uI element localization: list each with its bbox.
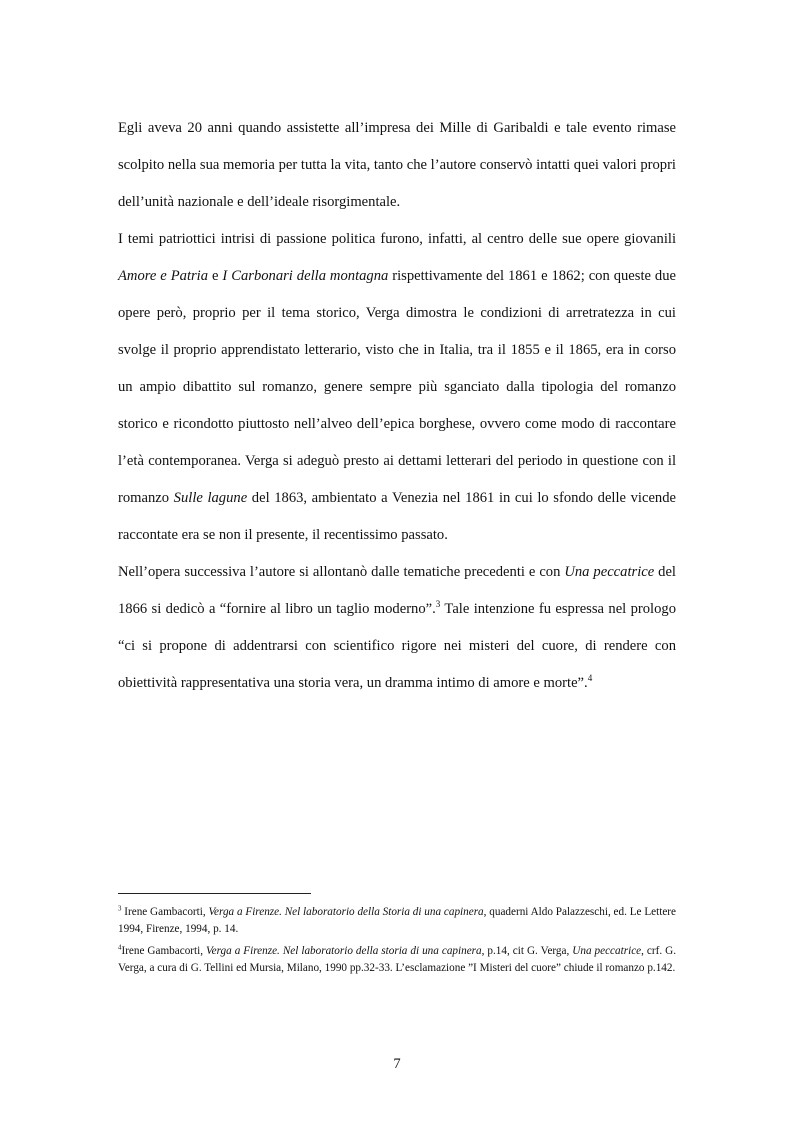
footnote-ref-3[interactable]: 3 — [435, 599, 441, 610]
footnote-4: $^4$Irene Gambacorti, Verga a Firenze. Nel laboratorio della storia di una capinera, p.14, cit G. Verga, Una peccatrice, crf. G. Verga, a cura di G. Tellini ed Mursia, Milano, 1990 pp.32-33. L’esclamazione ”I Misteri del cuore” chiude il romanzo p.142. — [118, 943, 676, 974]
paragraph-1: Egli aveva 20 anni quando assistette all’impresa dei Mille di Garibaldi e tale evento rimase scolpito nella sua memoria per tutta la vita, tanto che l’autore conservò intatti quei valori propri dell’unità nazionale e dell’ideale risorgimentale. — [118, 120, 676, 210]
title-sulle-lagune: Sulle lagune — [173, 490, 248, 506]
footnote-ref-4[interactable]: 4 — [587, 673, 593, 684]
paragraph-2: I temi patriottici intrisi di passione politica furono, infatti, al centro delle sue opere giovanili Amore e Patria e I Carbonari della montagna rispettivamente del 1861 e 1862; con queste due opere però, proprio per il tema storico, Verga dimostra le condizioni di arretratezza in cui svolge il proprio apprendistato letterario, visto che in Italia, tra il 1855 e il 1865, era in corso un ampio dibattito sul romanzo, genere sempre più sganciato dalla tipologia del romanzo storico e ricondotto piuttosto nell’alveo dell’epica borghese, ovvero come modo di raccontare l’età contemporanea. Verga si adeguò presto ai dettami letterari del periodo in questione con il romanzo Sulle lagune del 1863, ambientato a Venezia nel 1861 in cui lo sfondo delle vicende raccontate era se non il presente, il recentissimo passato. — [118, 231, 677, 543]
page-number: 7 — [393, 1056, 401, 1072]
footnote-3: $^3$ Irene Gambacorti, Verga a Firenze. Nel laboratorio della Storia di una capinera, quaderni Aldo Palazzeschi, ed. Le Lettere 1994, Firenze, 1994, p. 14. — [118, 904, 676, 935]
footnote-separator — [118, 893, 311, 894]
footnote-mark-3: 3 — [118, 904, 122, 913]
body-text — [118, 110, 676, 702]
footnotes — [118, 904, 676, 982]
title-amore-e-patria: Amore e Patria — [118, 268, 209, 284]
title-i-carbonari: I Carbonari della montagna — [222, 268, 389, 284]
footnote-mark-4: 4 — [118, 943, 122, 952]
title-una-peccatrice: Una peccatrice — [564, 564, 655, 580]
paragraph-3: Nell’opera successiva l’autore si allontanò dalle tematiche precedenti e con Una peccatrice del 1866 si dedicò a “fornire al libro un taglio moderno”.$^3$ Tale intenzione fu espressa nel prologo “ci si propone di addentrarsi con scientifico rigore nei misteri del cuore, di rendere con obiettività rappresentativa una storia vera, un dramma intimo di amore e morte”.$^4$ — [118, 564, 676, 691]
